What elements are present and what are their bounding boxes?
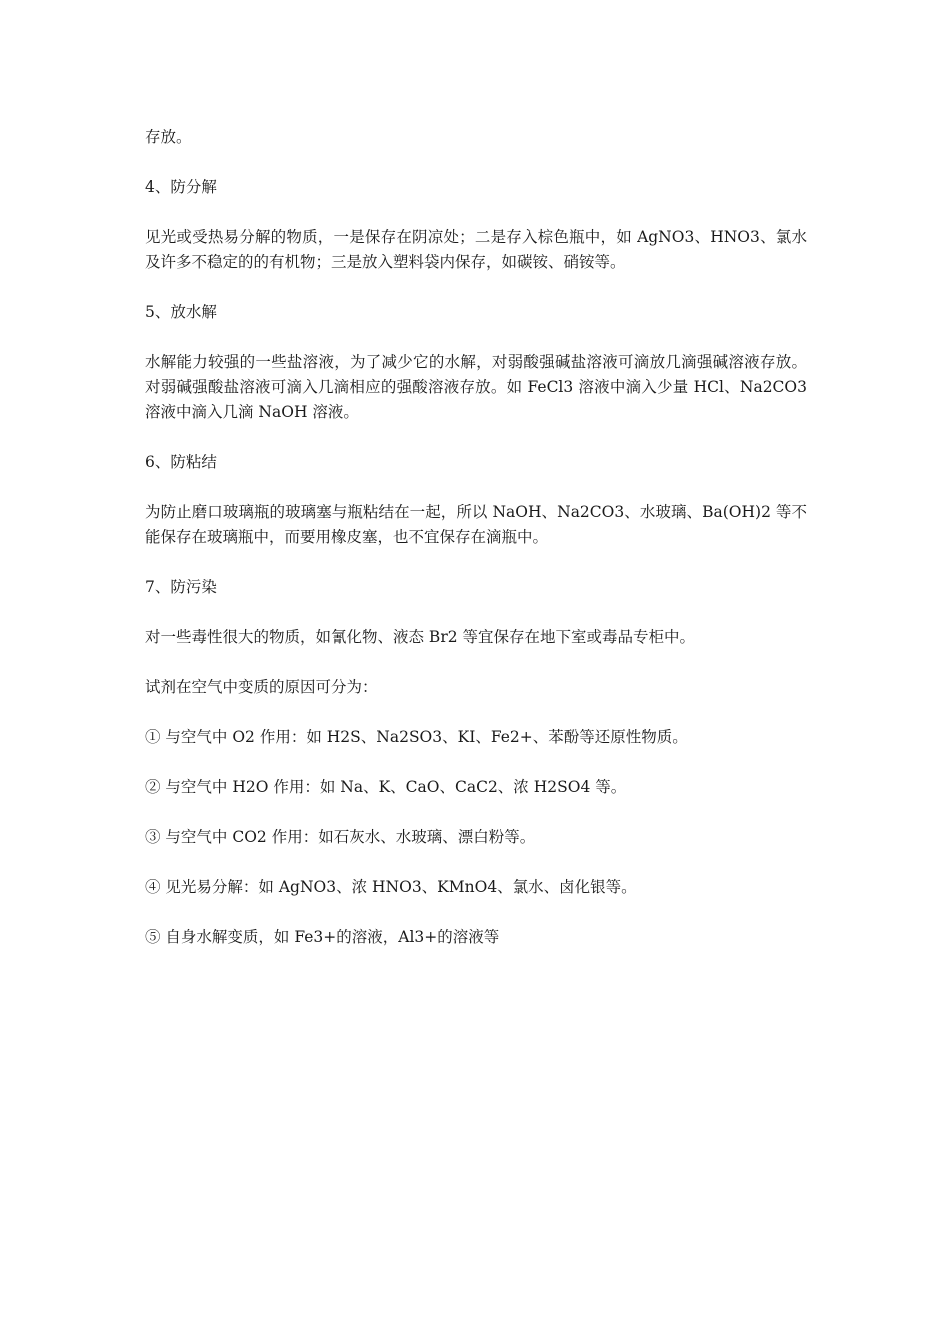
section-heading-5: 5、放水解: [145, 303, 217, 321]
paragraph-continuation: 存放。: [145, 128, 192, 146]
section-heading-7: 7、防污染: [145, 578, 217, 596]
list-item-2: ② 与空气中 H2O 作用：如 Na、K、CaO、CaC2、浓 H2SO4 等。: [145, 778, 627, 796]
section-heading-4: 4、防分解: [145, 178, 217, 196]
list-item-3: ③ 与空气中 CO2 作用：如石灰水、水玻璃、漂白粉等。: [145, 828, 536, 846]
paragraph-pollution: 对一些毒性很大的物质，如氰化物、液态 Br2 等宜保存在地下室或毒品专柜中。: [145, 628, 696, 646]
section-heading-6: 6、防粘结: [145, 453, 217, 471]
paragraph-deterioration-intro: 试剂在空气中变质的原因可分为：: [145, 678, 378, 696]
list-item-4: ④ 见光易分解：如 AgNO3、浓 HNO3、KMnO4、氯水、卤化银等。: [145, 878, 637, 896]
document-body: [145, 125, 807, 975]
paragraph-hydrolysis: 水解能力较强的一些盐溶液，为了减少它的水解，对弱酸强碱盐溶液可滴放几滴强碱溶液存放。对弱碱强酸盐溶液可滴入几滴相应的强酸溶液存放。如 FeCl3 溶液中滴入少量 HCl、Na2CO3 溶液中滴入几滴 NaOH 溶液。: [145, 353, 807, 421]
list-item-1: ① 与空气中 O2 作用：如 H2S、Na2SO3、KI、Fe2+、苯酚等还原性物质。: [145, 728, 688, 746]
paragraph-decomposition: 见光或受热易分解的物质，一是保存在阴凉处；二是存入棕色瓶中，如 AgNO3、HNO3、氯水及许多不稳定的的有机物；三是放入塑料袋内保存，如碳铵、硝铵等。: [145, 228, 807, 271]
list-item-5: ⑤ 自身水解变质，如 Fe3+的溶液，Al3+的溶液等: [145, 928, 500, 946]
paragraph-sticking: 为防止磨口玻璃瓶的玻璃塞与瓶粘结在一起，所以 NaOH、Na2CO3、水玻璃、Ba(OH)2 等不能保存在玻璃瓶中，而要用橡皮塞，也不宜保存在滴瓶中。: [145, 503, 807, 546]
